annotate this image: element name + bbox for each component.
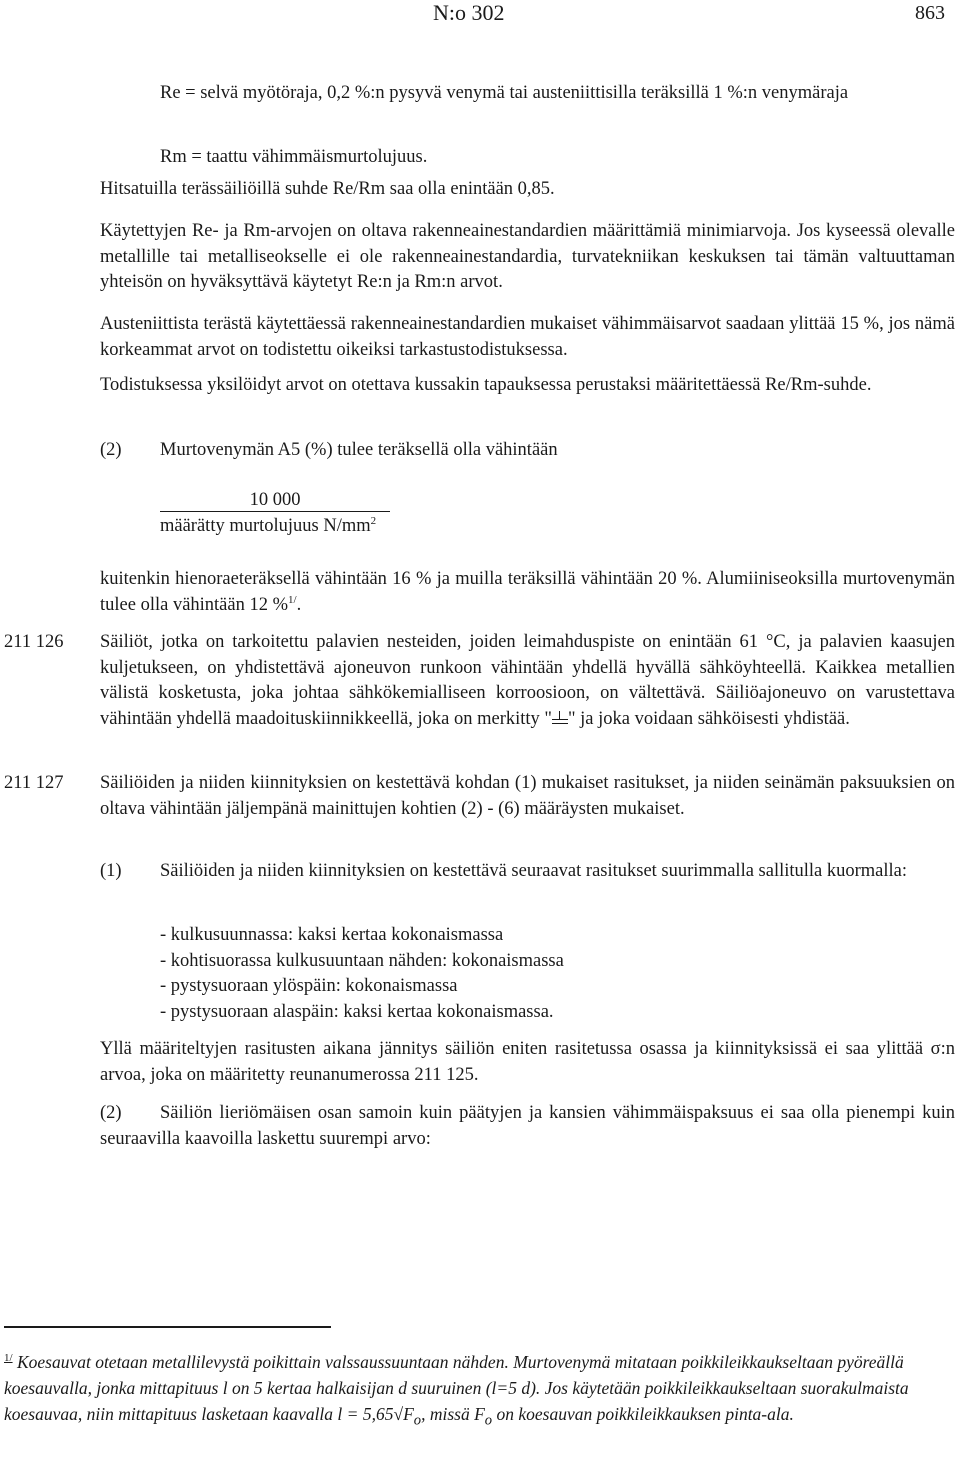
footnote-divider	[4, 1326, 331, 1328]
section-text-211126	[100, 630, 955, 732]
paragraph-kuitenkin	[100, 567, 955, 618]
formula-numerator: 10 000	[160, 489, 390, 512]
section-number-211127: 211 127	[4, 773, 64, 793]
footnote	[4, 1349, 944, 1434]
formula-denominator	[160, 514, 376, 540]
section-number-211126: 211 126	[4, 632, 64, 652]
footnote-f-symbol: F	[403, 1404, 414, 1424]
item-text-murtovenyma: Murtovenymän A5 (%) tulee teräksellä olla vähintään	[160, 440, 558, 460]
footnote-f-symbol-2: F	[474, 1404, 485, 1424]
footnote-marker: 1/	[4, 1352, 13, 1364]
list-item: - kohtisuorassa kulkusuuntaan nähden: kokonaismassa	[160, 950, 564, 971]
list-item: - pystysuoraan ylöspäin: kokonaismassa	[160, 976, 458, 996]
paragraph-kuitenkin-text: kuitenkin hienoraeteräksellä vähintään 16 % ja muilla teräksillä vähintään 20 %. Alumiiniseoksilla murtovenymän tulee olla vähintään 12 %	[100, 569, 955, 615]
paragraph-hitsatuilla: Hitsatuilla terässäiliöillä suhde Re/Rm saa olla enintään 0,85.	[100, 179, 555, 199]
formula-denominator-superscript: 2	[370, 515, 377, 527]
item-label-2: (2)	[100, 440, 122, 460]
list-item: - kulkusuunnassa: kaksi kertaa kokonaismassa	[160, 925, 504, 945]
section-text-211127: Säiliöiden ja niiden kiinnityksien on kestettävä kohdan (1) mukaiset rasitukset, ja niiden seinämän paksuuksien on oltava vähintään jäljempänä mainittujen kohtien (2) - (6) määräysten mukaiset.	[100, 773, 955, 819]
load-list	[160, 923, 950, 1025]
formula-denominator-text: määrätty murtolujuus N/mm	[160, 516, 371, 536]
paragraph-austeniittista: Austeniittista terästä käytettäessä rakenneainestandardien mukaiset vähimmäisarvot saadaan ylittää 15 %, jos nämä korkeammat arvot on todistettu oikeiksi tarkastustodistuksessa.	[100, 314, 955, 360]
footnote-text-end: on koesauvan poikkileikkauksen pinta-ala.	[492, 1404, 794, 1424]
page-number: 863	[915, 2, 945, 24]
item-label-1: (1)	[100, 861, 122, 881]
paragraph-todistuksessa: Todistuksessa yksilöidyt arvot on otettava kussakin tapauksessa perustaksi määritettäessä Re/Rm-suhde.	[100, 375, 872, 395]
item-text-rasitukset: Säiliöiden ja niiden kiinnityksien on kestettävä seuraavat rasitukset suurimmalla sallitulla kuormalla:	[160, 861, 908, 881]
header-section-number: N:o 302	[433, 0, 505, 25]
square-root-icon: √	[393, 1404, 404, 1424]
paragraph-kaytettyjen: Käytettyjen Re- ja Rm-arvojen on oltava rakenneainestandardien määrittämiä minimiarvoja. Jos kyseessä olevalle metallille tai metalliseokselle ei ole rakenneainestandardia, turvatekniikan keskuksen tai tämän valtuuttaman yhteisön on hyväksyttävä käytetyt Re:n ja Rm:n arvot.	[100, 221, 955, 292]
footnote-text: Koesauvat otetaan metallilevystä poikittain valssaussuuntaan nähden. Murtovenymä mitataan poikkileikkaukseltaan pyöreällä koesauvalla, jonka mittapituus l on 5 kertaa halkaisijan d suuruinen (l=5 d). Jos käytetään poikkileikkaukseltaan suorakulmaista koesauvaa, niin mittapituus lasketaan kaavalla l = 5,65	[4, 1352, 909, 1424]
list-item: - pystysuoraan alaspäin: kaksi kertaa kokonaismassa.	[160, 1001, 554, 1022]
paragraph-kuitenkin-end: .	[296, 594, 302, 615]
footnote-f-subscript-2: o	[484, 1412, 493, 1429]
footnote-text-mid: , missä	[421, 1404, 475, 1424]
definition-rm: Rm = taattu vähimmäismurtolujuus.	[160, 147, 428, 167]
item-text-vahimmaispaksuus: Säiliön lieriömäisen osan samoin kuin päätyjen ja kansien vähimmäispaksuus ei saa olla pienempi kuin seuraavilla kaavoilla laskettu suurempi arvo:	[100, 1103, 955, 1149]
paragraph-ylla: Yllä määriteltyjen rasitusten aikana jännitys säiliön eniten rasitetussa osassa ja kiinnityksissä ei saa ylittää σ:n arvoa, joka on määritetty reunanumerossa 211 125.	[100, 1039, 955, 1085]
footnote-f-subscript: o	[413, 1412, 422, 1429]
section-211126-body-end: " ja joka voidaan sähköisesti yhdistää.	[567, 708, 850, 729]
definition-re: Re = selvä myötöraja, 0,2 %:n pysyvä venymä tai austeniittisilla teräksillä 1 %:n venymäraja	[160, 83, 849, 103]
footnote-reference: 1/	[288, 593, 297, 606]
section-211126-body: Säiliöt, jotka on tarkoitettu palavien nesteiden, joiden leimahduspiste on enintään 61 °C, ja palavien kaasujen kuljetukseen, on yhdistettävä ajoneuvon runkoon vähintään yhdellä hyvällä sähköyhteellä. Kaikkea metallien välistä kosketusta, joka johtaa sähkökemialliseen korroosioon, on vältettävä. Säiliöajoneuvo on varustettava vähintään yhdellä maadoituskiinnikkeellä, joka on merkitty "	[100, 632, 955, 729]
ground-symbol-icon	[552, 711, 568, 725]
item-label-2b: (2)	[100, 1103, 122, 1123]
